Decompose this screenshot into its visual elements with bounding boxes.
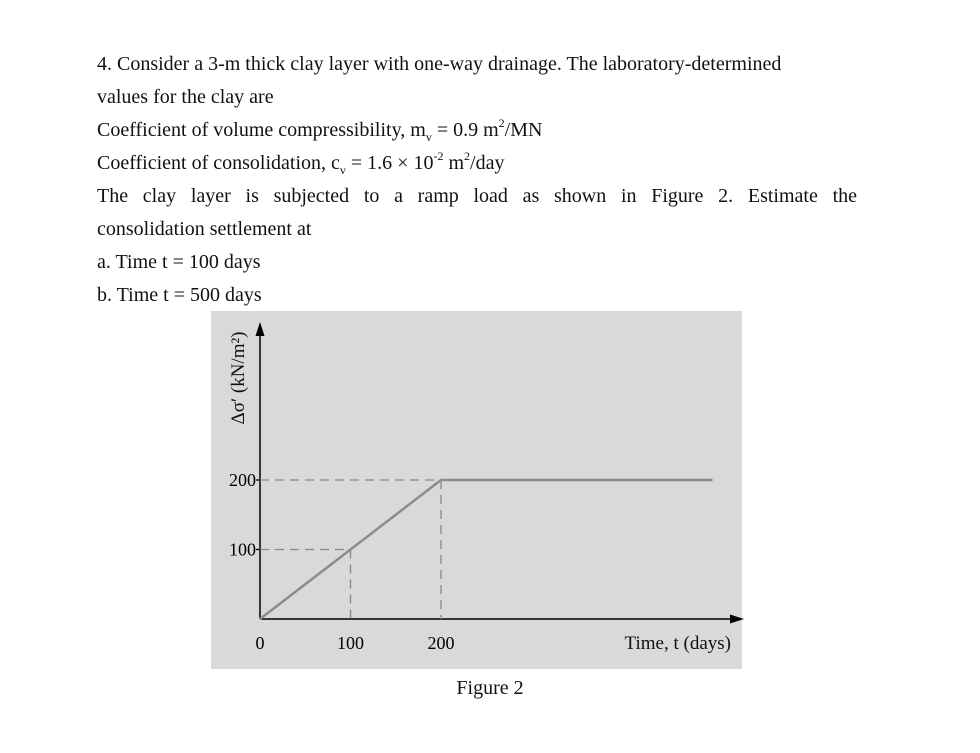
x-tick-label-200: 200 (427, 633, 455, 653)
problem-line-5: The clay layer is subjected to a ramp load as shown in Figure 2. Estimate the (97, 185, 857, 207)
x-axis-arrow-icon (730, 615, 744, 624)
x-tick-label-100: 100 (337, 633, 364, 653)
y-axis-arrow-icon (256, 322, 265, 336)
part-a: a. Time t = 100 days (97, 251, 261, 273)
cv-line: Coefficient of consolidation, $c_v = 1.6 \times 10^{-2}$ $m^2$/day (97, 149, 505, 177)
figure-caption: Figure 2 (456, 677, 524, 699)
x-axis-label: Time, t (days) (624, 633, 731, 654)
part-b: b. Time t = 500 days (97, 284, 262, 306)
problem-line-1: 4. Consider a 3-m thick clay layer with one-way drainage. The laboratory-determined (97, 53, 782, 75)
y-axis-label: Δσ′ (kN/m²) (228, 331, 249, 425)
y-tick-label-100: 100 (229, 539, 256, 560)
problem-line-2: values for the clay are (97, 86, 274, 108)
mv-line: Coefficient of volume compressibility, $m_v = 0.9$ $m^2/MN$ (97, 116, 543, 144)
y-tick-label-200: 200 (229, 470, 256, 490)
x-tick-label-0: 0 (255, 633, 265, 653)
problem-line-6: consolidation settlement at (97, 218, 312, 240)
